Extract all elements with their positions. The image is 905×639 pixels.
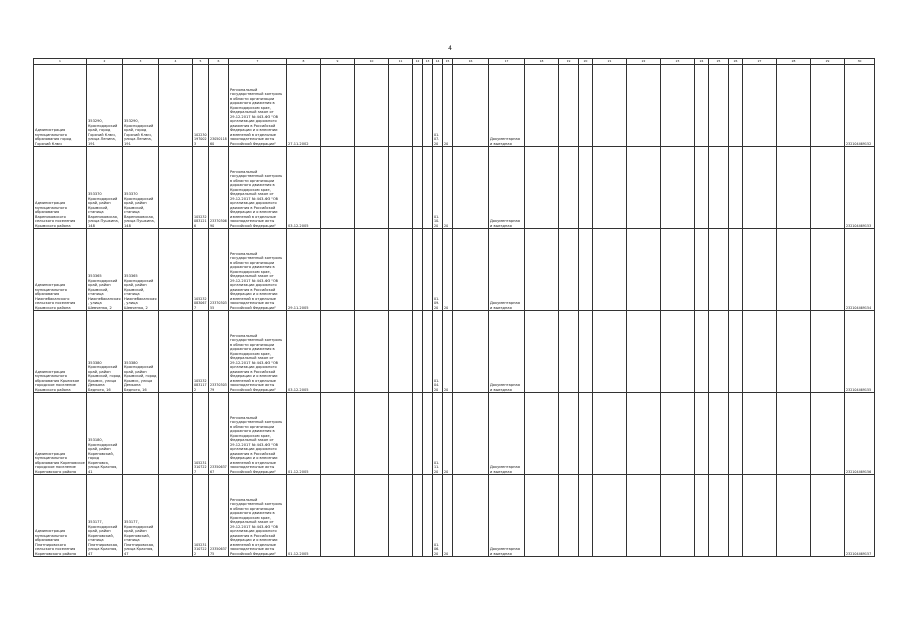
column-number: 20 (579, 59, 593, 65)
column-number: 1 (34, 59, 87, 65)
empty-cell (743, 393, 777, 475)
empty-cell (661, 393, 695, 475)
cell-date-reg: 01.12.2005 (287, 475, 321, 557)
empty-cell (709, 229, 729, 311)
cell-days: 20 (443, 229, 453, 311)
cell-name: Администрация муниципального образования Платнировского сельского поселения Кореновского района (34, 475, 87, 557)
cell-form: Документарная и выездная (489, 475, 525, 557)
cell-name: Администрация муниципального образования Кореновское городское поселение Кореновского района (34, 393, 87, 475)
empty-cell (695, 229, 709, 311)
cell-addr-legal: 353365 Краснодарский край, район Крымский, станица Нижнебаканская, улица Шевченко, 2 (87, 229, 123, 311)
cell-days: 20 (443, 393, 453, 475)
cell-reg-number: 232104469156 (845, 393, 875, 475)
cell-name: Администрация муниципального образования Нижнебаканского сельского поселения Крымского района (34, 229, 87, 311)
empty-cell (777, 393, 811, 475)
empty-cell (743, 311, 777, 393)
cell-start-date: 01.04.20 (433, 311, 443, 393)
empty-cell (743, 65, 777, 147)
empty-cell (355, 147, 389, 229)
column-number: 19 (559, 59, 579, 65)
cell-ogrn: 1052313107227 (193, 393, 209, 475)
empty-cell (321, 311, 355, 393)
empty-cell (729, 65, 743, 147)
empty-cell (423, 229, 433, 311)
column-number: 17 (489, 59, 525, 65)
empty-cell (627, 475, 661, 557)
cell-date-reg: 27.11.2002 (287, 65, 321, 147)
empty-cell (389, 393, 413, 475)
table-row (34, 65, 875, 147)
column-number: 23 (661, 59, 695, 65)
cell-days: 20 (443, 475, 453, 557)
empty-cell (627, 147, 661, 229)
column-number: 13 (423, 59, 433, 65)
column-number: 24 (695, 59, 709, 65)
empty-cell (389, 475, 413, 557)
empty-cell (777, 311, 811, 393)
cell-date-reg: 03.12.2005 (287, 311, 321, 393)
empty-cell (811, 65, 845, 147)
empty-cell (695, 393, 709, 475)
column-number: 9 (321, 59, 355, 65)
empty-cell (423, 147, 433, 229)
empty-cell (661, 147, 695, 229)
cell-addr-actual (123, 393, 159, 475)
empty-cell (729, 147, 743, 229)
cell-ogrn: 1052320830677 (193, 229, 209, 311)
empty-cell (777, 229, 811, 311)
empty-cell (453, 229, 489, 311)
empty-cell (321, 475, 355, 557)
empty-cell (559, 65, 579, 147)
cell-reg-number: 232104469157 (845, 475, 875, 557)
cell-addr-actual: 353177, Краснодарский край, район Кореновский, станица Платнировская, улица Красная, 47 (123, 475, 159, 557)
empty-cell (729, 311, 743, 393)
empty-cell (661, 65, 695, 147)
cell-inn: 2337030379 (209, 311, 229, 393)
empty-cell (525, 147, 559, 229)
empty-cell (525, 65, 559, 147)
cell-ogrn: 1022301970023 (193, 65, 209, 147)
cell-addr-actual: 353365 Краснодарский край, район Крымский, станица Нижнебаканская, улица Шевченко, 2 (123, 229, 159, 311)
cell-form: Документарная и выездная (489, 229, 525, 311)
cell-ogrn: 1052313107222 (193, 475, 209, 557)
empty-cell (159, 229, 193, 311)
cell-date-reg: 29.11.2005 (287, 229, 321, 311)
empty-cell (389, 311, 413, 393)
empty-cell (661, 475, 695, 557)
empty-cell (355, 311, 389, 393)
empty-cell (525, 475, 559, 557)
empty-cell (695, 147, 709, 229)
cell-start-date: 01.06.20 (433, 475, 443, 557)
cell-start-date: 01.11.20 (433, 393, 443, 475)
empty-cell (579, 65, 593, 147)
cell-inn: 2335063767 (209, 393, 229, 475)
column-number: 30 (845, 59, 875, 65)
empty-cell (777, 65, 811, 147)
cell-reg-number: 232104469152 (845, 65, 875, 147)
empty-cell (321, 147, 355, 229)
empty-cell (627, 229, 661, 311)
cell-ogrn: 1052320831216 (193, 147, 209, 229)
empty-cell (811, 393, 845, 475)
table-row (34, 147, 875, 229)
empty-cell (559, 393, 579, 475)
cell-start-date: 01.10.20 (433, 147, 443, 229)
empty-cell (743, 229, 777, 311)
empty-cell (661, 229, 695, 311)
column-number: 10 (355, 59, 389, 65)
empty-cell (709, 475, 729, 557)
column-number: 15 (443, 59, 453, 65)
empty-cell (355, 65, 389, 147)
empty-cell (695, 65, 709, 147)
table-row (34, 475, 875, 557)
empty-cell (709, 311, 729, 393)
table-row (34, 311, 875, 393)
cell-addr-legal: 353380 Краснодарский край, район Крымский, город Крымск, улица Демьяна Бедного, 16 (87, 311, 123, 393)
empty-cell (661, 311, 695, 393)
empty-cell (593, 475, 627, 557)
column-number: 3 (123, 59, 159, 65)
cell-name: Администрация муниципального образования город Горячий Ключ (34, 65, 87, 147)
cell-addr-legal: 353177, Краснодарский край, район Кореновский, станица Платнировская, улица Красная, 47 (87, 475, 123, 557)
empty-cell (729, 229, 743, 311)
empty-cell (525, 311, 559, 393)
empty-cell (593, 311, 627, 393)
cell-form: Документарная и выездная (489, 311, 525, 393)
cell-control: Региональный государственный контроль в области организации дорожного движения в Краснодарском крае, Федеральный закон от 29.12.2017 № 443-ФЗ "Об организации дорожного движения в Российской Федерации и о внесении изменений в отдельные законодательные акты Российской Федерации" (229, 229, 287, 311)
empty-cell (389, 65, 413, 147)
cell-addr-legal: 353180, Краснодарский край, район Кореновский, город Кореновск, улица Красная, 41 (87, 393, 123, 475)
column-number: 18 (525, 59, 559, 65)
cell-control: Региональный государственный контроль в области организации дорожного движения в Краснодарском крае, Федеральный закон от 29.12.2017 № 443-ФЗ "Об организации дорожного движения в Российской Федерации и о внесении изменений в отдельные законодательные акты Российской Федерации" (229, 311, 287, 393)
column-number: 25 (709, 59, 729, 65)
column-number: 7 (229, 59, 287, 65)
column-number: 16 (453, 59, 489, 65)
empty-cell (709, 393, 729, 475)
cell-days: 20 (443, 311, 453, 393)
cell-days: 20 (443, 147, 453, 229)
column-number: 21 (593, 59, 627, 65)
cell-days: 20 (443, 65, 453, 147)
empty-cell (559, 475, 579, 557)
empty-cell (743, 147, 777, 229)
empty-cell (423, 65, 433, 147)
empty-cell (321, 229, 355, 311)
cell-inn: 2337030690 (209, 147, 229, 229)
empty-cell (743, 475, 777, 557)
empty-cell (159, 147, 193, 229)
empty-cell (423, 311, 433, 393)
cell-reg-number: 232104469155 (845, 311, 875, 393)
empty-cell (627, 311, 661, 393)
empty-cell (579, 229, 593, 311)
empty-cell (811, 147, 845, 229)
column-number: 11 (389, 59, 413, 65)
empty-cell (579, 311, 593, 393)
cell-addr-legal: 353370 Краснодарский край, район Крымский, станица Варениковская, улица Пушкина, 148 (87, 147, 123, 229)
empty-cell (627, 65, 661, 147)
empty-cell (355, 229, 389, 311)
cell-name: Администрация муниципального образования Крымское городское поселение Крымского района (34, 311, 87, 393)
column-number: 22 (627, 59, 661, 65)
empty-cell (423, 393, 433, 475)
cell-control: Региональный государственный контроль в области организации дорожного движения в Краснодарском крае, Федеральный закон от 29.12.2017 № 443-ФЗ "Об организации дорожного движения в Российской Федерации и о внесении изменений в отдельные законодательные акты Российской Федерации" (229, 475, 287, 557)
empty-cell (593, 229, 627, 311)
empty-cell (453, 475, 489, 557)
empty-cell (159, 475, 193, 557)
empty-cell (559, 229, 579, 311)
cell-form: Документарная и выездная (489, 147, 525, 229)
cell-name: Администрация муниципального образования Варениковского сельского поселения Крымского района (34, 147, 87, 229)
empty-cell (579, 393, 593, 475)
cell-form: Документарная и выездная (489, 65, 525, 147)
cell-control: Региональный государственный контроль в области организации дорожного движения в Краснодарском крае, Федеральный закон от 29.12.2017 № 443-ФЗ "Об организации дорожного движения в Российской Федерации и о внесении изменений в отдельные законодательные акты Российской Федерации" (229, 147, 287, 229)
empty-cell (355, 475, 389, 557)
empty-cell (729, 393, 743, 475)
empty-cell (627, 393, 661, 475)
column-number: 14 (433, 59, 443, 65)
empty-cell (389, 229, 413, 311)
empty-cell (525, 393, 559, 475)
cell-reg-number: 232104469153 (845, 147, 875, 229)
cell-date-reg: 03.12.2005 (287, 147, 321, 229)
empty-cell (413, 65, 423, 147)
empty-cell (709, 65, 729, 147)
table-row (34, 229, 875, 311)
cell-inn: 2335063775 (209, 475, 229, 557)
empty-cell (159, 65, 193, 147)
empty-cell (453, 311, 489, 393)
empty-cell (593, 65, 627, 147)
cell-control: Региональный государственный контроль в области организации дорожного движения в Краснодарском крае, Федеральный закон от 29.12.2017 № 443-ФЗ "Об организации дорожного движения в Российской Федерации и о внесении изменений в отдельные законодательные акты Российской Федерации" (229, 393, 287, 475)
empty-cell (709, 147, 729, 229)
cell-addr-actual: 353380 Краснодарский край, район Крымский, город Крымск, улица Демьяна Бедного, 16 (123, 311, 159, 393)
empty-cell (559, 311, 579, 393)
empty-cell (579, 147, 593, 229)
empty-cell (413, 229, 423, 311)
column-number: 6 (209, 59, 229, 65)
empty-cell (159, 393, 193, 475)
empty-cell (159, 311, 193, 393)
empty-cell (811, 229, 845, 311)
empty-cell (389, 147, 413, 229)
column-number: 27 (743, 59, 777, 65)
empty-cell (811, 311, 845, 393)
table-row (34, 393, 875, 475)
column-number: 8 (287, 59, 321, 65)
cell-control: Региональный государственный контроль в области организации дорожного движения в Краснодарском крае, Федеральный закон от 29.12.2017 № 443-ФЗ "Об организации дорожного движения в Российской Федерации и о внесении изменений в отдельные законодательные акты Российской Федерации" (229, 65, 287, 147)
empty-cell (593, 393, 627, 475)
empty-cell (559, 147, 579, 229)
empty-cell (413, 147, 423, 229)
empty-cell (453, 147, 489, 229)
cell-addr-actual: 353290, Краснодарский край, город Горячий Ключ, улица Ленина, 191 (123, 65, 159, 147)
empty-cell (593, 147, 627, 229)
empty-cell (777, 147, 811, 229)
cell-date-reg: 01.12.2005 (287, 393, 321, 475)
cell-start-date: 01.09.20 (433, 229, 443, 311)
inspection-plan-table (33, 58, 875, 557)
empty-cell (525, 229, 559, 311)
empty-cell (413, 393, 423, 475)
empty-cell (413, 475, 423, 557)
cell-addr-legal: 353290, Краснодарский край, город Горячий Ключ, улица Ленина, 191 (87, 65, 123, 147)
column-number: 12 (413, 59, 423, 65)
cell-form: Документарная и выездная (489, 393, 525, 475)
column-number: 4 (159, 59, 193, 65)
empty-cell (579, 475, 593, 557)
cell-addr-actual: 353370 Краснодарский край, район Крымский, станица Варениковская, улица Пушкина, 148 (123, 147, 159, 229)
empty-cell (321, 393, 355, 475)
page-number: 4 (448, 45, 452, 52)
empty-cell (811, 475, 845, 557)
empty-cell (695, 475, 709, 557)
empty-cell (413, 311, 423, 393)
cell-reg-number: 232104469154 (845, 229, 875, 311)
cell-start-date: 01.07.20 (433, 65, 443, 147)
column-number: 29 (811, 59, 845, 65)
empty-cell (695, 311, 709, 393)
column-number: 28 (777, 59, 811, 65)
cell-inn: 2305011860 (209, 65, 229, 147)
empty-cell (453, 393, 489, 475)
empty-cell (423, 475, 433, 557)
empty-cell (355, 393, 389, 475)
cell-inn: 2337030355 (209, 229, 229, 311)
column-number: 2 (87, 59, 123, 65)
column-number: 5 (193, 59, 209, 65)
empty-cell (729, 475, 743, 557)
cell-ogrn: 1052320831172 (193, 311, 209, 393)
empty-cell (453, 65, 489, 147)
empty-cell (777, 475, 811, 557)
empty-cell (321, 65, 355, 147)
column-number: 26 (729, 59, 743, 65)
